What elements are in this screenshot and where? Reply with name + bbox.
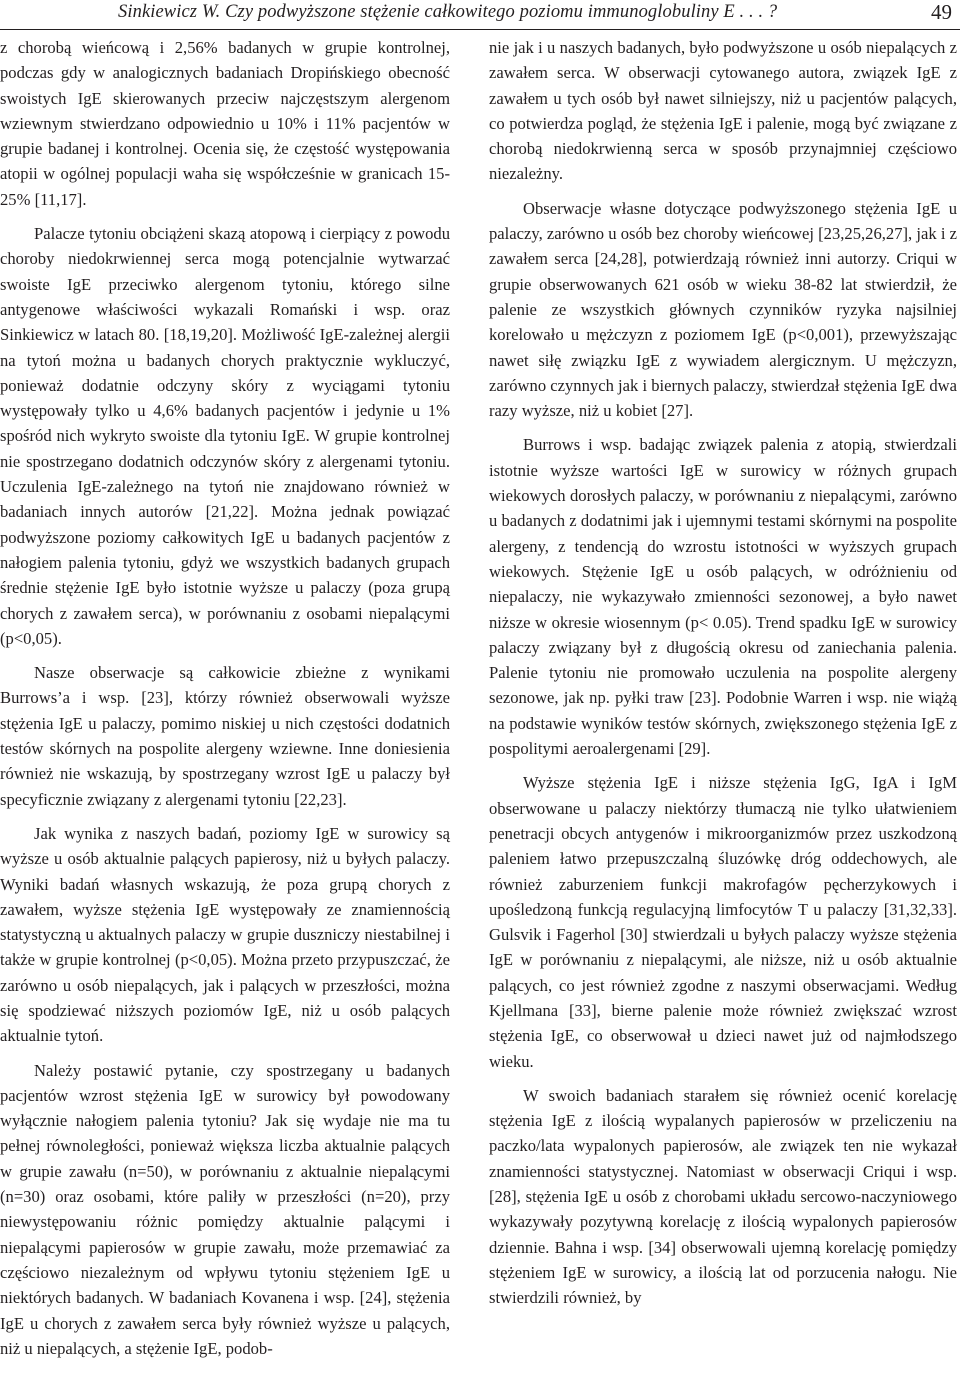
right-column — [489, 35, 957, 1320]
paragraph: Burrows i wsp. badając związek palenia z atopią, stwierdzali istotnie wyższe wartości IgE w surowicy w różnych grupach wiekowych dorosłych palaczy, w porównaniu z niepalącymi, zarówno u badanych z dodatnimi jak i ujemnymi testami skórnymi na pospolite alergeny, z tendencją do wzrostu istotności w wyższych grupach wiekowych. Stężenie IgE u osób palących, w odróżnieniu od niepalaczy, nie wykazywało zmienności sezonowej, a było nawet niższe w okresie wiosennym (p< 0.05). Trend spadku IgE w surowicy palaczy związany był z długością okresu od zaniechania palenia. Palenie tytoniu nie promowało uczulenia na pospolite alergeny sezonowe, jak np. pyłki traw [23]. Podobnie Warren i wsp. nie wiążą na podstawie wyników testów skórnych, zwiększonego stężenia IgE z pospolitymi aeroalergenami [29]. — [489, 435, 957, 759]
paragraph: Należy postawić pytanie, czy spostrzegany u badanych pacjentów wzrost stężenia IgE w surowicy był powodowany wyłącznie nałogiem palenia tytoniu? Jak się wydaje nie ma tu pełnej równoległości, ponieważ większa liczba aktualnie palących w grupie zawału (n=50), w porównaniu z aktualnie niepalącymi (n=30) oraz osobami, które paliły w przeszłości (n=20), przy niewystępowaniu różnic pomiędzy aktualnie palącymi i niepalącymi papierosów w grupie zawału, może przemawiać za częściowo niezależnym od wpływu tytoniu stężeniem IgE u niektórych badanych. W badaniach Kovanena i wsp. [24], stężenia IgE u chorych z zawałem serca były również wyższe u palących, niż u niepalących, a stężenie IgE, podob- — [0, 1060, 450, 1358]
paragraph: Obserwacje własne dotyczące podwyższonego stężenia IgE u palaczy, zarówno u osób bez choroby wieńcowej [23,25,26,27], jak i z zawałem serca [24,28], potwierdzają również inni autorzy. Criqui w grupie obserwowanych 621 osób w wieku 38-82 lat stwierdził, że palenie ze wszystkich głównych czynników ryzyka najsilniej korelowało u mężczyzn z poziomem IgE (p<0,001), przewyższając nawet siłę związku IgE z wywiadem alergicznym. U mężczyzn, zarówno czynnych jak i biernych palaczy, stwierdzał stężenia IgE dwa razy wyższe, niż u kobiet [27]. — [489, 198, 957, 421]
paragraph: Jak wynika z naszych badań, poziomy IgE w surowicy są wyższe u osób aktualnie palących papierosy, niż u byłych palaczy. Wyniki badań własnych wskazują, że poza grupą chorych z zawałem, wyższe stężenia IgE występowały ze znamiennością statystyczną u aktualnych palaczy w grupie duszniczy niestabilnej i także w grupie kontrolnej (p<0,05). Można przeto przypuszczać, że zarówno u osób niepalących, jak i palących w przeszłości, można się spodziewać niższych poziomów IgE, niż u osób palących aktualnie tytoń. — [0, 823, 450, 1046]
running-header — [0, 0, 960, 36]
paragraph: Palacze tytoniu obciążeni skazą atopową i cierpiący z powodu choroby niedokrwiennej serca mogą potencjalnie wytwarzać swoiste IgE przeciwko alergenom tytoniu, którego silne antygenowe właściwości wykazali Romański i wsp. oraz Sinkiewicz w latach 80. [18,19,20]. Możliwość IgE-zależnej alergii na tytoń można u badanych chorych praktycznie wykluczyć, ponieważ dodatnie odczyny skóry z wyciągami tytoniu występowały tylko u 4,6% badanych pacjentów i jedynie u 1% spośród nich wykryto swoiste dla tytoniu IgE. W grupie kontrolnej nie spostrzegano dodatnich odczynów skóry z alergenami tytoniu. Uczulenia IgE-zależnego na tytoń nie znajdowano również w badaniach innych autorów [21,22]. Można jednak powiązać podwyższone poziomy całkowitych IgE u badanych pacjentów z nałogiem palenia tytoniu, gdyż we wszystkich badanych grupach średnie stężenie IgE było istotnie wyższe u palaczy (poza grupą chorych z zawałem serca), w porównaniu z osobami niepalącymi (p<0,05). — [0, 224, 450, 648]
left-column — [0, 35, 450, 1370]
paragraph: nie jak i u naszych badanych, było podwyższone u osób niepalących z zawałem serca. W obserwacji cytowanego autora, związek IgE z zawałem u tych osób był nawet silniejszy, niż u pacjentów palących, co potwierdza pogląd, że stężenia IgE i palenie, mogą być związane z chorobą niedokrwienną serca w sposób przynajmniej częściowo niezależny. — [489, 38, 957, 184]
page-number: 49 — [931, 0, 952, 24]
paragraph: Wyższe stężenia IgE i niższe stężenia IgG, IgA i IgM obserwowane u palaczy niektórzy tłumaczą nie tylko ułatwieniem penetracji obcych antygenów i mikroorganizmów przez uszkodzoną paleniem łatwo przepuszczalną śluzówkę dróg oddechowych, ale również zaburzeniem funkcji makrofagów pęcherzykowych i upośledzoną funkcją regulacyjną limfocytów T u palaczy [31,32,33]. Gulsvik i Fagerhol [30] stwierdzali u byłych palaczy wyższe stężenia IgE w porównaniu z niepalącymi, ale niższe, niż u osób aktualnie palących, co jest również zgodne z naszymi obserwacjami. Według Kjellmana [33], bierne palenie może również zwiększać wzrost stężenia IgE, co obserwował u dzieci nawet już od najmłodszego wieku. — [489, 773, 957, 1071]
paragraph: Nasze obserwacje są całkowicie zbieżne z wynikami Burrows’a i wsp. [23], którzy również obserwowali wyższe stężenia IgE u palaczy, pomimo niskiej u nich częstości dodatnich testów skórnych na pospolite alergeny wziewne. Inne doniesienia również nie wskazują, by spostrzegany wzrost IgE u palaczy był specyficznie związany z alergenami tytoniu [22,23]. — [0, 663, 450, 809]
header-rule — [0, 29, 960, 30]
paragraph: z chorobą wieńcową i 2,56% badanych w grupie kontrolnej, podczas gdy w analogicznych badaniach Dropińskiego obecność swoistych IgE skierowanych przeciw najczęstszym alergenom wziewnym stwierdzano odpowiednio u 10% i 11% pacjentów w grupie badanej i kontrolnej. Ocenia się, że częstość występowania atopii w ogólnej populacji waha się współcześnie w granicach 15-25% [11,17]. — [0, 38, 450, 209]
running-title: Sinkiewicz W. Czy podwyższone stężenie całkowitego poziomu immunoglobuliny E . . . ? — [118, 2, 778, 22]
paragraph: W swoich badaniach starałem się również ocenić korelację stężenia IgE z ilością wypalanych papierosów w przeliczeniu na paczko/lata wypalonych papierosów, ale związek ten nie wykazał znamienności statystycznej. Natomiast w obserwacji Criqui i wsp. [28], stężenia IgE u osób z chorobami układu sercowo-naczyniowego wykazywały pozytywną korelację z ilością wypalonych papierosów dziennie. Bahna i wsp. [34] obserwowali ujemną korelację pomiędzy stężeniem IgE w surowicy, a ilością lat od porzucenia nałogu. Nie stwierdzili również, by — [489, 1085, 957, 1308]
